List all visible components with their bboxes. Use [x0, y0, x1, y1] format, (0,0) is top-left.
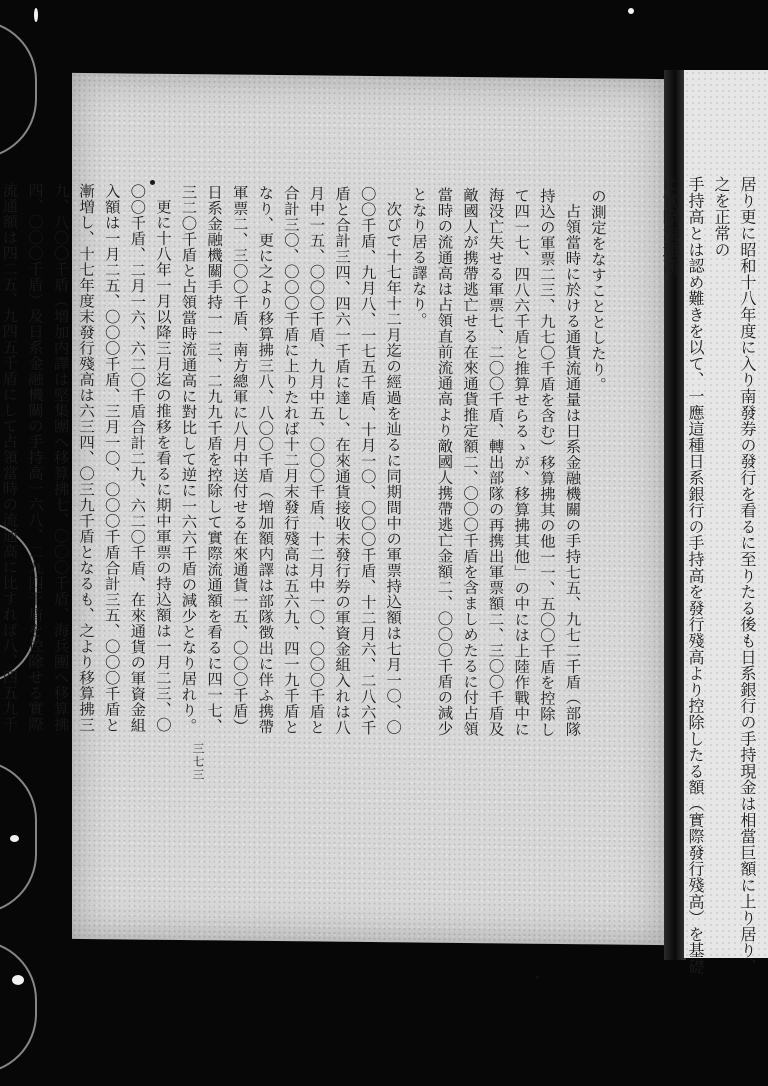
scan-speck [12, 975, 24, 985]
paragraph: 更に十八年一月以降三月迄の推移を看るに期中軍票の持込額は一月二三、〇〇〇千盾、二月一六、六二〇千盾合計二九、六二〇千盾、在來通貨の軍資金組入額は一月二五、〇〇〇千盾、三月一〇、〇〇〇千盾合計三五、〇〇〇千盾と漸増し、十七年度末發行殘高は六三四、〇三九千盾となるも、之より移算拂三九、八〇〇千盾（増加内譯は堅集團へ移算拂七、〇〇〇千盾、海兵團へ移算拂四、〇〇〇千盾）及日系金融機關の手持高一六八、二九四千盾を控除せる實際流通額は四二五、九四五千盾にして占領當時の流通高に比すれば八、四五九千盾の膨脹に過ぎざる狀態なり。 [0, 182, 172, 734]
adjacent-page [660, 70, 768, 975]
scan-speck [34, 8, 38, 22]
text-line: 居り更に昭和十八年度に入り南發券の發行を看るに至りたる後も日系銀行の手持現金は相當巨額に上り居り、之を正常の [712, 176, 757, 975]
scan-speck [150, 180, 155, 185]
paragraph: の測定をなすこととしたり。 [589, 188, 607, 393]
paragraph: 占領當時に於ける通貨流通量は日系金融機關の手持七五、九七二千盾（部隊持込の軍票二三、九七〇千盾を含む）移算拂其の他一一、五〇〇千盾を控除して四一七、四八六千盾と推算せらるゝが、移算拂其他」の中には上陸作戰中に海没亡失せる軍票七、二〇〇千盾、轉出部隊の再携出軍票額二、三〇〇千盾及敵國人が携帶逃亡せる在來通貨推定額二、〇〇〇千盾を含ましめたるに付占領當時の流通高は占領直前流通高より敵國人携帶逃亡金額二、〇〇〇千盾の減少となり居る譯なり。 [409, 186, 582, 738]
text-line: 手持高とは認め難きを以て、一應這種日系銀行の手持高を發行殘高より控除したる額（實際發行殘高）を基礎に實際流通高 [660, 176, 705, 975]
paragraph: 次びで十七年十二月迄の經過を辿るに同期間中の軍票持込額は七月一〇、〇〇〇千盾、九月八、一七五千盾、十月一〇、〇〇〇千盾、十二月六、二八六千盾と合計三四、四六一千盾に達し、在來通貨接收未發行券の軍資金組入れは八月中一五、〇〇〇千盾、九月中五、〇〇〇千盾、十二月中一〇、〇〇〇千盾と合計三〇、〇〇〇千盾に上りたれば十二月末發行殘高は五六九、四一九千盾となり、更に之より移算拂三八、八〇〇千盾（増加額内譯は部隊徴出に伴ふ携帶軍票二、三〇〇千盾、南方總軍に八月中送付せる在來通貨一五、〇〇〇千盾）日系金融機關手持一一三、二九九千盾を控除して實際流通額を看るに四一七、三二〇千盾と占領當時流通高に對比して逆に一六六千盾の減少となり居れり。 [179, 184, 403, 736]
page-number: 三七三 [191, 742, 205, 782]
scan-speck [628, 8, 634, 14]
main-page [0, 73, 666, 945]
main-page-body [0, 182, 610, 749]
scan-speck [10, 835, 19, 842]
adjacent-page-body [660, 176, 760, 976]
